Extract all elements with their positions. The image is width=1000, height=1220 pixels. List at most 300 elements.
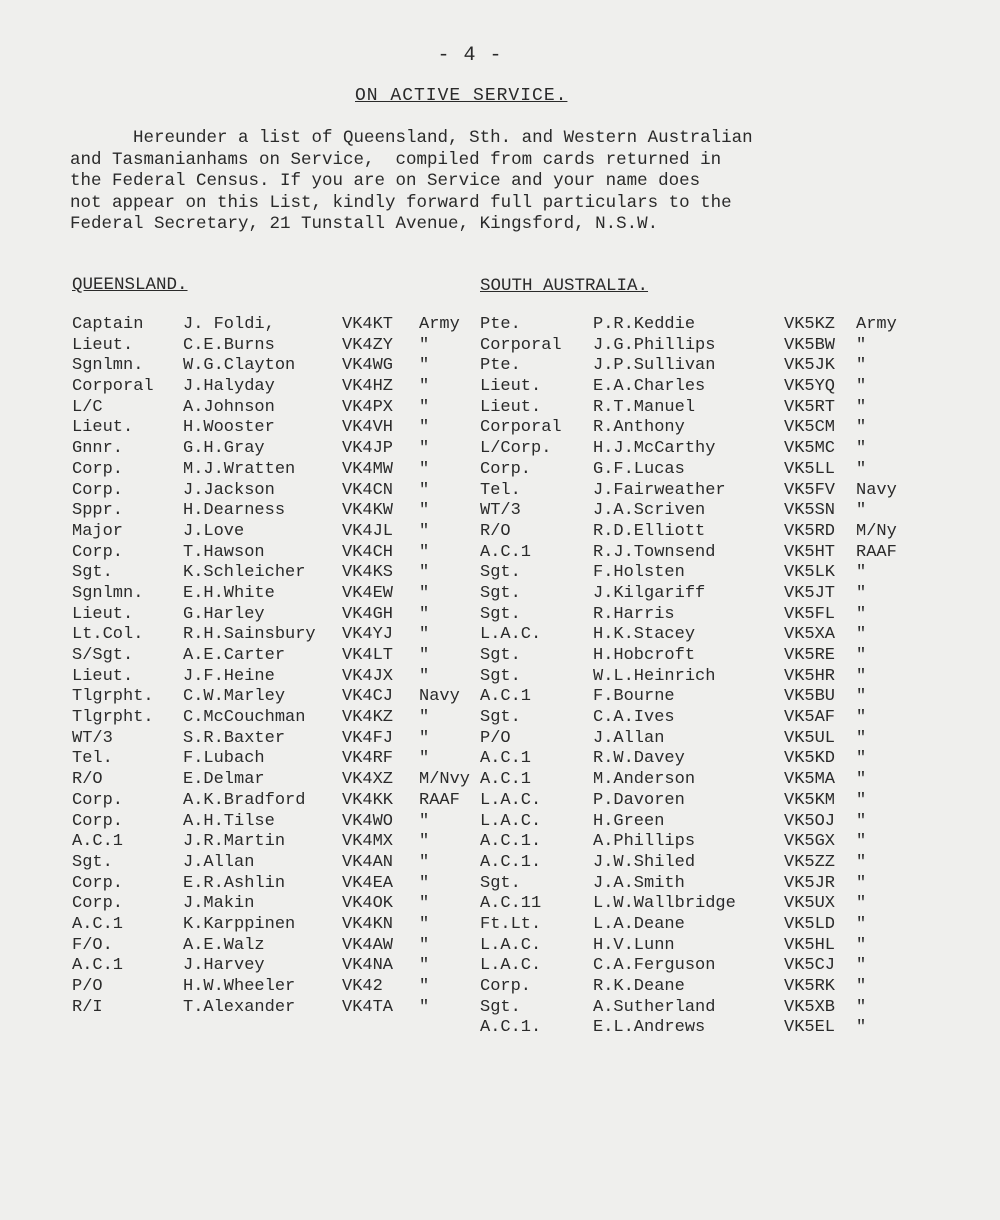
sa-call: VK5UL <box>784 728 836 748</box>
roster-list <box>0 315 1000 1039</box>
qld-rank: Sgnlmn. <box>72 583 144 603</box>
qld-name: M.J.Wratten <box>183 459 296 479</box>
sa-call: VK5JR <box>784 873 836 893</box>
qld-service: " <box>419 563 430 583</box>
sa-service: Navy <box>856 480 897 500</box>
sa-rank: Corporal <box>480 335 562 355</box>
qld-call: VK4WO <box>342 811 394 831</box>
sa-call: VK5AF <box>784 708 836 728</box>
sa-service: " <box>856 708 867 728</box>
sa-service: " <box>856 335 867 355</box>
qld-service: " <box>419 728 430 748</box>
sa-service: " <box>856 894 867 914</box>
qld-call: VK4EW <box>342 583 394 603</box>
roster-line <box>0 522 1000 543</box>
qld-rank: Lieut. <box>72 418 134 438</box>
qld-service: " <box>419 439 430 459</box>
sa-call: VK5BW <box>784 335 836 355</box>
sa-call: VK5RD <box>784 521 836 541</box>
qld-service: " <box>419 852 430 872</box>
sa-name: J.G.Phillips <box>593 335 716 355</box>
sa-rank: A.C.1. <box>480 832 542 852</box>
sa-rank: Sgt. <box>480 666 521 686</box>
sa-rank: L.A.C. <box>480 935 542 955</box>
roster-line <box>0 625 1000 646</box>
sa-service: " <box>856 811 867 831</box>
qld-name: J.Harvey <box>183 956 265 976</box>
roster-line <box>0 791 1000 812</box>
qld-call: VK4NA <box>342 956 394 976</box>
sa-name: A.Sutherland <box>593 997 716 1017</box>
qld-name: F.Lubach <box>183 749 265 769</box>
qld-rank: A.C.1 <box>72 914 124 934</box>
qld-name: A.E.Carter <box>183 646 286 665</box>
sa-name: W.L.Heinrich <box>593 666 716 686</box>
qld-rank: S/Sgt. <box>72 646 134 665</box>
roster-line <box>0 356 1000 377</box>
sa-service: " <box>856 1018 867 1038</box>
qld-call: VK4XZ <box>342 770 394 790</box>
sa-rank: Sgt. <box>480 708 521 728</box>
qld-call: VK42 <box>342 977 383 996</box>
sa-call: VK5HR <box>784 666 836 686</box>
qld-call: VK4AN <box>342 852 394 872</box>
sa-call: VK5CM <box>784 418 836 438</box>
qld-rank: Corp. <box>72 480 124 500</box>
qld-call: VK4KZ <box>342 708 394 728</box>
qld-rank: L/C <box>72 397 103 417</box>
roster-line <box>0 398 1000 419</box>
qld-call: VK4VH <box>342 418 394 438</box>
qld-call: VK4CJ <box>342 687 394 707</box>
roster-line <box>0 646 1000 667</box>
qld-call: VK4LT <box>342 646 394 665</box>
sa-name: H.K.Stacey <box>593 625 696 645</box>
qld-service: " <box>419 749 430 769</box>
sa-service: M/Ny <box>856 521 897 541</box>
sa-rank: A.C.1 <box>480 542 532 562</box>
qld-name: C.E.Burns <box>183 335 275 355</box>
qld-rank: Tel. <box>72 749 113 769</box>
qld-rank: Corp. <box>72 811 124 831</box>
sa-name: P.R.Keddie <box>593 315 696 334</box>
sa-name: J.A.Scriven <box>593 501 706 521</box>
sa-call: VK5RK <box>784 977 836 996</box>
sa-call: VK5RT <box>784 397 836 417</box>
qld-rank: Corporal <box>72 377 154 397</box>
sa-service: " <box>856 873 867 893</box>
qld-service: " <box>419 873 430 893</box>
qld-service: " <box>419 646 430 665</box>
qld-call: VK4MW <box>342 459 394 479</box>
sa-call: VK5LK <box>784 563 836 583</box>
qld-call: VK4KT <box>342 315 394 334</box>
sa-service: " <box>856 625 867 645</box>
sa-service: " <box>856 790 867 810</box>
qld-rank: Sgt. <box>72 852 113 872</box>
sa-name: J.Fairweather <box>593 480 726 500</box>
sa-name: L.A.Deane <box>593 914 685 934</box>
qld-call: VK4JX <box>342 666 394 686</box>
sa-name: J.W.Shiled <box>593 852 696 872</box>
qld-name: J.Jackson <box>183 480 275 500</box>
qld-rank: Lt.Col. <box>72 625 144 645</box>
qld-name: E.R.Ashlin <box>183 873 286 893</box>
sa-service: " <box>856 749 867 769</box>
sa-rank: L.A.C. <box>480 625 542 645</box>
qld-name: J.F.Heine <box>183 666 275 686</box>
qld-call: VK4GH <box>342 604 394 624</box>
sa-rank: Corp. <box>480 977 532 996</box>
qld-name: R.H.Sainsbury <box>183 625 316 645</box>
qld-rank: Major <box>72 521 124 541</box>
qld-call: VK4JP <box>342 439 394 459</box>
sa-name: H.Green <box>593 811 665 831</box>
qld-rank: Corp. <box>72 459 124 479</box>
qld-rank: P/O <box>72 977 103 996</box>
roster-line <box>0 460 1000 481</box>
sa-rank: A.C.1 <box>480 749 532 769</box>
sa-service: " <box>856 439 867 459</box>
sa-name: R.K.Deane <box>593 977 685 996</box>
qld-rank: Tlgrpht. <box>72 687 154 707</box>
sa-name: F.Holsten <box>593 563 685 583</box>
qld-name: G.H.Gray <box>183 439 265 459</box>
sa-name: R.Anthony <box>593 418 685 438</box>
qld-name: E.H.White <box>183 583 275 603</box>
sa-name: A.Phillips <box>593 832 696 852</box>
sa-service: " <box>856 914 867 934</box>
qld-rank: Sgnlmn. <box>72 356 144 376</box>
qld-service: " <box>419 356 430 376</box>
sa-rank: Pte. <box>480 315 521 334</box>
sa-rank: Corp. <box>480 459 532 479</box>
qld-service: " <box>419 666 430 686</box>
sa-service: " <box>856 977 867 996</box>
sa-service: " <box>856 646 867 665</box>
sa-call: VK5XA <box>784 625 836 645</box>
qld-name: A.K.Bradford <box>183 790 306 810</box>
qld-rank: Corp. <box>72 894 124 914</box>
sa-rank: Sgt. <box>480 604 521 624</box>
sa-name: C.A.Ives <box>593 708 675 728</box>
qld-service: " <box>419 894 430 914</box>
qld-service: " <box>419 604 430 624</box>
qld-service: " <box>419 625 430 645</box>
qld-name: K.Karppinen <box>183 914 296 934</box>
sa-rank: Sgt. <box>480 997 521 1017</box>
qld-name: J.Halyday <box>183 377 275 397</box>
sa-call: VK5MC <box>784 439 836 459</box>
qld-service: " <box>419 997 430 1017</box>
qld-name: A.E.Walz <box>183 935 265 955</box>
qld-call: VK4AW <box>342 935 394 955</box>
qld-name: H.W.Wheeler <box>183 977 296 996</box>
qld-call: VK4ZY <box>342 335 394 355</box>
qld-service: " <box>419 542 430 562</box>
qld-name: J.Love <box>183 521 245 541</box>
qld-rank: Tlgrpht. <box>72 708 154 728</box>
sa-name: C.A.Ferguson <box>593 956 716 976</box>
queensland-heading: QUEENSLAND. <box>72 275 188 295</box>
sa-call: VK5XB <box>784 997 836 1017</box>
qld-call: VK4WG <box>342 356 394 376</box>
sa-name: R.D.Elliott <box>593 521 706 541</box>
qld-service: " <box>419 935 430 955</box>
sa-name: R.T.Manuel <box>593 397 696 417</box>
roster-line <box>0 336 1000 357</box>
sa-name: F.Bourne <box>593 687 675 707</box>
sa-rank: Pte. <box>480 356 521 376</box>
sa-rank: L.A.C. <box>480 811 542 831</box>
qld-rank: R/O <box>72 770 103 790</box>
qld-service: " <box>419 956 430 976</box>
sa-rank: Tel. <box>480 480 521 500</box>
south-australia-heading: SOUTH AUSTRALIA. <box>480 276 649 296</box>
roster-line <box>0 915 1000 936</box>
sa-service: " <box>856 728 867 748</box>
qld-name: J.Makin <box>183 894 255 914</box>
sa-service: " <box>856 583 867 603</box>
roster-line <box>0 812 1000 833</box>
sa-service: " <box>856 770 867 790</box>
sa-service: " <box>856 356 867 376</box>
sa-service: Army <box>856 315 897 334</box>
qld-service: " <box>419 811 430 831</box>
sa-rank: A.C.1. <box>480 852 542 872</box>
qld-service: " <box>419 377 430 397</box>
sa-call: VK5GX <box>784 832 836 852</box>
sa-rank: P/O <box>480 728 511 748</box>
sa-name: R.Harris <box>593 604 675 624</box>
qld-call: VK4KK <box>342 790 394 810</box>
qld-name: E.Delmar <box>183 770 265 790</box>
qld-rank: Corp. <box>72 790 124 810</box>
sa-call: VK5EL <box>784 1018 836 1038</box>
qld-name: W.G.Clayton <box>183 356 296 376</box>
roster-line <box>0 853 1000 874</box>
intro-line: Federal Secretary, 21 Tunstall Avenue, Kingsford, N.S.W. <box>70 214 659 234</box>
roster-line <box>0 894 1000 915</box>
sa-rank: A.C.1 <box>480 687 532 707</box>
sa-rank: A.C.1 <box>480 770 532 790</box>
qld-call: VK4KW <box>342 501 394 521</box>
sa-name: G.F.Lucas <box>593 459 685 479</box>
qld-rank: Gnnr. <box>72 439 124 459</box>
roster-line <box>0 1018 1000 1039</box>
intro-line: and Tasmanianhams on Service, compiled from cards returned in <box>70 149 722 170</box>
qld-name: T.Hawson <box>183 542 265 562</box>
roster-line <box>0 832 1000 853</box>
sa-call: VK5FV <box>784 480 836 500</box>
sa-rank: Sgt. <box>480 646 521 665</box>
roster-line <box>0 998 1000 1019</box>
qld-service: " <box>419 977 430 996</box>
sa-name: J.A.Smith <box>593 873 685 893</box>
sa-name: R.J.Townsend <box>593 542 716 562</box>
qld-service: Army <box>419 315 460 334</box>
qld-rank: R/I <box>72 997 103 1017</box>
sa-service: " <box>856 501 867 521</box>
qld-service: " <box>419 521 430 541</box>
qld-call: VK4KS <box>342 563 394 583</box>
page-title: ON ACTIVE SERVICE. <box>355 86 568 106</box>
sa-call: VK5RE <box>784 646 836 665</box>
sa-service: " <box>856 459 867 479</box>
sa-rank: L.A.C. <box>480 956 542 976</box>
qld-rank: Sppr. <box>72 501 124 521</box>
sa-name: E.A.Charles <box>593 377 706 397</box>
sa-name: H.Hobcroft <box>593 646 696 665</box>
qld-name: C.W.Marley <box>183 687 286 707</box>
roster-line <box>0 501 1000 522</box>
roster-line <box>0 315 1000 336</box>
sa-service: RAAF <box>856 542 897 562</box>
roster-line <box>0 729 1000 750</box>
sa-name: J.Kilgariff <box>593 583 706 603</box>
page-number: - 4 - <box>437 44 503 67</box>
sa-service: " <box>856 377 867 397</box>
qld-call: VK4RF <box>342 749 394 769</box>
qld-call: VK4EA <box>342 873 394 893</box>
roster-line <box>0 481 1000 502</box>
qld-call: VK4HZ <box>342 377 394 397</box>
sa-service: " <box>856 687 867 707</box>
sa-rank: Ft.Lt. <box>480 914 542 934</box>
sa-service: " <box>856 563 867 583</box>
roster-line <box>0 977 1000 998</box>
sa-name: L.W.Wallbridge <box>593 894 736 914</box>
intro-line: not appear on this List, kindly forward full particulars to the <box>70 192 732 213</box>
roster-line <box>0 936 1000 957</box>
sa-name: M.Anderson <box>593 770 696 790</box>
sa-name: J.Allan <box>593 728 665 748</box>
sa-call: VK5KD <box>784 749 836 769</box>
roster-line <box>0 749 1000 770</box>
qld-rank: Corp. <box>72 542 124 562</box>
qld-name: A.H.Tilse <box>183 811 275 831</box>
sa-rank: Corporal <box>480 418 562 438</box>
sa-call: VK5JK <box>784 356 836 376</box>
qld-name: H.Wooster <box>183 418 275 438</box>
sa-call: VK5KZ <box>784 315 836 334</box>
sa-call: VK5LD <box>784 914 836 934</box>
qld-rank: Lieut. <box>72 666 134 686</box>
sa-call: VK5HL <box>784 935 836 955</box>
qld-call: VK4PX <box>342 397 394 417</box>
sa-service: " <box>856 997 867 1017</box>
sa-call: VK5CJ <box>784 956 836 976</box>
sa-rank: A.C.11 <box>480 894 542 914</box>
qld-rank: A.C.1 <box>72 832 124 852</box>
sa-name: P.Davoren <box>593 790 685 810</box>
qld-name: C.McCouchman <box>183 708 306 728</box>
roster-line <box>0 874 1000 895</box>
roster-line <box>0 605 1000 626</box>
qld-call: VK4MX <box>342 832 394 852</box>
sa-call: VK5FL <box>784 604 836 624</box>
sa-service: " <box>856 852 867 872</box>
qld-service: " <box>419 832 430 852</box>
roster-line <box>0 439 1000 460</box>
qld-rank: F/O. <box>72 935 113 955</box>
qld-name: G.Harley <box>183 604 265 624</box>
qld-rank: Sgt. <box>72 563 113 583</box>
qld-name: J.Allan <box>183 852 255 872</box>
qld-service: " <box>419 501 430 521</box>
sa-service: " <box>856 397 867 417</box>
roster-line <box>0 687 1000 708</box>
roster-line <box>0 377 1000 398</box>
sa-call: VK5UX <box>784 894 836 914</box>
sa-rank: Sgt. <box>480 583 521 603</box>
sa-service: " <box>856 832 867 852</box>
qld-name: J. Foldi, <box>183 315 275 334</box>
qld-service: " <box>419 397 430 417</box>
sa-service: " <box>856 666 867 686</box>
qld-name: A.Johnson <box>183 397 275 417</box>
sa-call: VK5KM <box>784 790 836 810</box>
qld-rank: Captain <box>72 315 144 334</box>
qld-rank: Lieut. <box>72 335 134 355</box>
sa-name: J.P.Sullivan <box>593 356 716 376</box>
qld-call: VK4FJ <box>342 728 394 748</box>
sa-call: VK5SN <box>784 501 836 521</box>
qld-rank: Lieut. <box>72 604 134 624</box>
qld-name: J.R.Martin <box>183 832 286 852</box>
qld-rank: A.C.1 <box>72 956 124 976</box>
roster-line <box>0 956 1000 977</box>
sa-name: E.L.Andrews <box>593 1018 706 1038</box>
qld-call: VK4YJ <box>342 625 394 645</box>
sa-rank: R/O <box>480 521 511 541</box>
qld-call: VK4CH <box>342 542 394 562</box>
intro-paragraph <box>70 128 910 236</box>
qld-service: Navy <box>419 687 460 707</box>
sa-call: VK5MA <box>784 770 836 790</box>
sa-name: H.V.Lunn <box>593 935 675 955</box>
sa-call: VK5LL <box>784 459 836 479</box>
qld-rank: WT/3 <box>72 728 113 748</box>
qld-service: " <box>419 335 430 355</box>
sa-service: " <box>856 935 867 955</box>
sa-call: VK5HT <box>784 542 836 562</box>
sa-rank: WT/3 <box>480 501 521 521</box>
qld-service: RAAF <box>419 790 460 810</box>
qld-name: H.Dearness <box>183 501 286 521</box>
qld-service: " <box>419 459 430 479</box>
sa-rank: Sgt. <box>480 873 521 893</box>
intro-line: Hereunder a list of Queensland, Sth. and Western Australian <box>70 128 753 148</box>
roster-line <box>0 543 1000 564</box>
qld-name: T.Alexander <box>183 997 296 1017</box>
sa-service: " <box>856 604 867 624</box>
qld-call: VK4OK <box>342 894 394 914</box>
roster-line <box>0 418 1000 439</box>
sa-rank: L.A.C. <box>480 790 542 810</box>
sa-name: R.W.Davey <box>593 749 685 769</box>
roster-line <box>0 584 1000 605</box>
qld-service: " <box>419 418 430 438</box>
qld-call: VK4TA <box>342 997 394 1017</box>
roster-line <box>0 563 1000 584</box>
roster-line <box>0 667 1000 688</box>
sa-rank: A.C.1. <box>480 1018 542 1038</box>
sa-rank: Lieut. <box>480 397 542 417</box>
qld-call: VK4CN <box>342 480 394 500</box>
sa-call: VK5JT <box>784 583 836 603</box>
sa-rank: Lieut. <box>480 377 542 397</box>
